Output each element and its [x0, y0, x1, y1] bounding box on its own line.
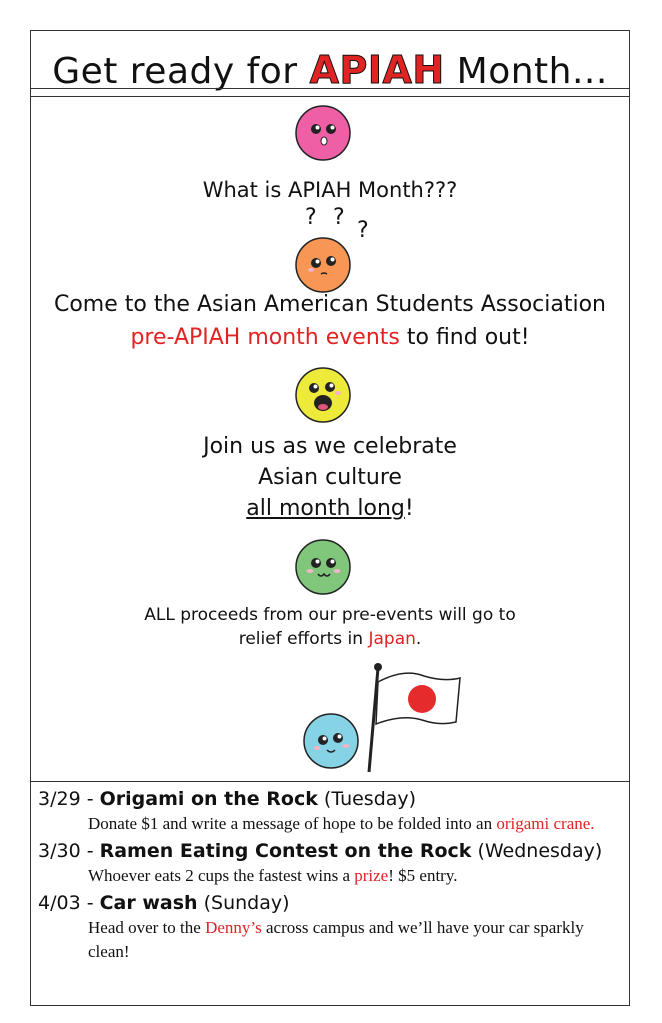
come-text-line2 — [31, 325, 629, 350]
event-item — [38, 786, 630, 836]
title-divider-bottom — [31, 96, 629, 97]
event-date: 3/30 - — [38, 840, 100, 862]
proceeds-prefix: relief efforts in — [238, 629, 369, 649]
event-highlight: origami crane. — [496, 814, 595, 833]
event-date: 3/29 - — [38, 788, 100, 810]
pink-face-icon — [294, 104, 352, 162]
join-line1: Join us as we celebrate — [203, 434, 457, 459]
events-divider — [31, 781, 629, 782]
event-name: Origami on the Rock — [99, 788, 318, 810]
title-highlight: APIAH — [309, 48, 445, 92]
event-day: (Sunday) — [197, 892, 290, 914]
event-day: (Wednesday) — [471, 840, 603, 862]
yellow-face-icon — [294, 366, 352, 424]
question-mark-3: ? — [357, 218, 369, 243]
title-prefix: Get ready for — [52, 51, 298, 92]
events-list — [38, 786, 630, 964]
event-name: Car wash — [99, 892, 198, 914]
japan-flag-icon — [364, 660, 464, 775]
come-text-line1: Come to the Asian American Students Association — [53, 292, 606, 317]
event-description: Whoever eats 2 cups the fastest wins a prize! $5 entry. — [88, 866, 458, 885]
join-excl: ! — [404, 496, 414, 521]
proceeds-suffix: . — [415, 629, 422, 649]
come-suffix: to find out! — [399, 325, 530, 350]
come-highlight: pre-APIAH month events — [130, 325, 400, 350]
event-heading — [38, 838, 630, 864]
event-date: 4/03 - — [38, 892, 100, 914]
event-highlight: prize — [354, 866, 389, 885]
event-heading — [38, 786, 630, 812]
green-face-icon — [294, 538, 352, 596]
event-heading — [38, 890, 630, 916]
event-description: Head over to the Denny’s across campus and we’ll have your car sparkly clean! — [88, 918, 584, 961]
blue-face-icon — [302, 712, 360, 770]
title-suffix: Month... — [456, 51, 608, 92]
event-item — [38, 838, 630, 888]
proceeds-highlight: Japan — [368, 629, 416, 649]
join-line3 — [31, 496, 629, 521]
event-item — [38, 890, 630, 964]
page-title — [31, 31, 629, 91]
question-text: What is APIAH Month??? — [202, 178, 458, 202]
title-divider-top — [31, 88, 629, 89]
event-description: Donate $1 and write a message of hope to be folded into an origami crane. — [88, 814, 595, 833]
event-name: Ramen Eating Contest on the Rock — [99, 840, 472, 862]
join-underline: all month long — [246, 496, 405, 521]
join-line2: Asian culture — [258, 465, 402, 490]
question-mark-1: ? — [305, 205, 317, 230]
orange-face-icon — [294, 236, 352, 294]
proceeds-line1: ALL proceeds from our pre-events will go to — [144, 605, 516, 625]
event-highlight: Denny’s — [205, 918, 262, 937]
question-mark-2: ? — [333, 205, 345, 230]
proceeds-line2 — [31, 629, 629, 649]
event-day: (Tuesday) — [317, 788, 417, 810]
